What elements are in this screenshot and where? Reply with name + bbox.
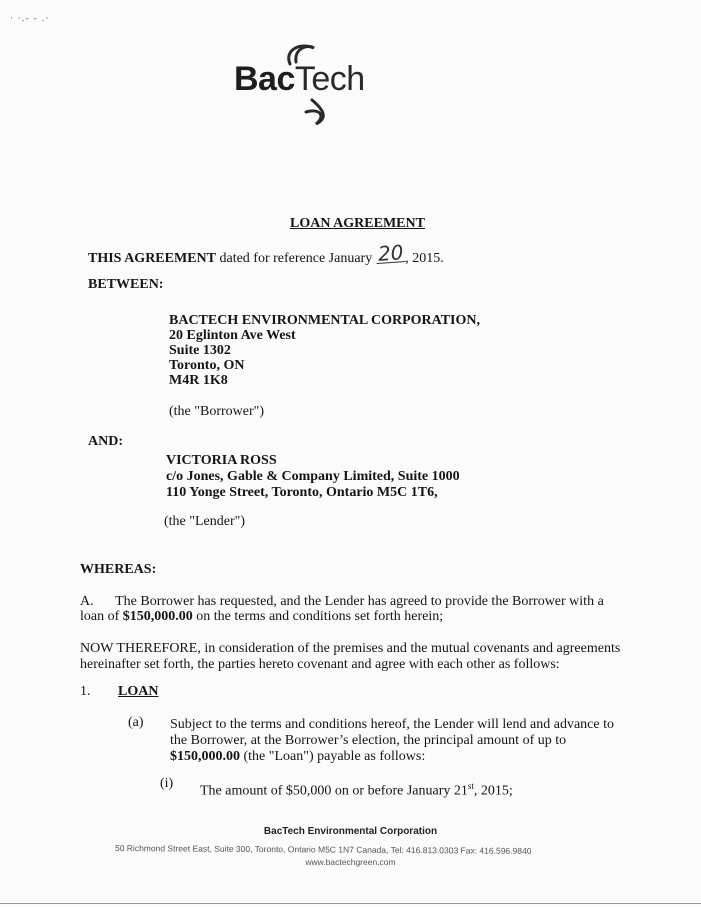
- and-label: AND:: [88, 434, 123, 449]
- recital-a-text: The Borrower has requested, and the Lender has agreed to provide the Borrower with a: [115, 594, 604, 609]
- clause-a-marker: (a): [128, 715, 144, 730]
- clause-a-rest: (the "Loan") payable as follows:: [243, 749, 426, 764]
- handwritten-day: 20: [376, 240, 404, 266]
- now-therefore-line-1: NOW THEREFORE, in consideration of the premises and the mutual covenants and agreements: [80, 641, 621, 656]
- clause-a-line-3: [170, 749, 425, 765]
- logo-wordmark: [234, 60, 365, 98]
- borrower-role: (the "Borrower"): [169, 404, 265, 419]
- clause-i-end: , 2015;: [473, 783, 513, 799]
- recital-a-line-2: [80, 609, 443, 625]
- borrower-address-4: M4R 1K8: [169, 373, 228, 388]
- bactech-logo: [232, 40, 382, 125]
- clause-i-body: The amount of $50,000 on or before January 21: [200, 783, 468, 799]
- footer-company: BacTech Environmental Corporation: [263, 826, 438, 837]
- footer-website: www.bactechgreen.com: [305, 857, 396, 867]
- section-1-heading: LOAN: [118, 684, 159, 699]
- intro-year: , 2015.: [405, 251, 444, 266]
- recital-a-pre: loan of: [80, 609, 120, 624]
- logo-bac: Bac: [234, 60, 295, 98]
- clause-i-text: [200, 778, 513, 800]
- lender-address-2: 110 Yonge Street, Toronto, Ontario M5C 1T6,: [166, 485, 438, 500]
- borrower-address-1: 20 Eglinton Ave West: [169, 328, 296, 343]
- scan-edge-line: [0, 903, 701, 904]
- recital-a-marker: A.: [80, 594, 94, 609]
- section-1-number: 1.: [80, 684, 91, 699]
- whereas-label: WHEREAS:: [80, 562, 157, 577]
- recital-a-amount: $150,000.00: [122, 609, 193, 624]
- scan-marks: · ·.- - .·: [10, 14, 50, 24]
- clause-a-line-1: Subject to the terms and conditions hereof, the Lender will lend and advance to: [170, 717, 614, 732]
- agreement-intro: [88, 240, 444, 267]
- recital-a-line-1: [80, 594, 620, 610]
- clause-i-sup: st: [467, 781, 474, 791]
- now-therefore-line-2: hereinafter set forth, the parties hereto covenant and agree with each other as follows:: [80, 657, 560, 672]
- logo-tech: Tech: [294, 60, 365, 98]
- footer-address: 50 Richmond Street East, Suite 300, Toronto, Ontario M5C 1N7 Canada, Tel: 416.813.0303 Fax: 416.596.9840: [114, 843, 532, 856]
- borrower-address-3: Toronto, ON: [169, 358, 245, 373]
- between-label: BETWEEN:: [88, 277, 164, 292]
- clause-a-amount: $150,000.00: [170, 749, 240, 764]
- intro-text: dated for reference January: [219, 251, 373, 266]
- lender-role: (the "Lender"): [164, 514, 245, 529]
- clause-i-marker: (i): [160, 776, 174, 791]
- borrower-address-2: Suite 1302: [169, 343, 231, 358]
- lender-address-1: c/o Jones, Gable & Company Limited, Suite 1000: [166, 469, 460, 484]
- clause-a-line-2: the Borrower, at the Borrower’s election, the principal amount of up to: [170, 733, 567, 748]
- lender-name: VICTORIA ROSS: [166, 453, 277, 468]
- document-title: LOAN AGREEMENT: [290, 216, 425, 231]
- borrower-name: BACTECH ENVIRONMENTAL CORPORATION,: [169, 313, 481, 328]
- intro-lead: THIS AGREEMENT: [88, 251, 216, 266]
- recital-a-post: on the terms and conditions set forth herein;: [196, 609, 444, 624]
